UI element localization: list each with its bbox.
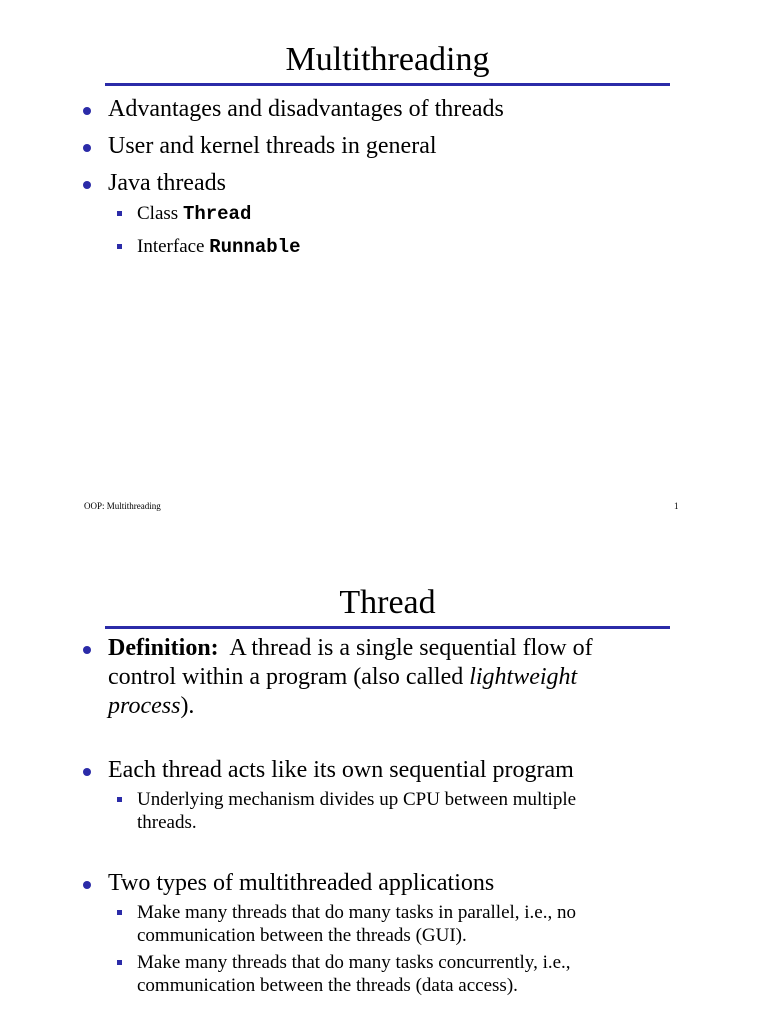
bullet-dot-icon xyxy=(83,181,91,189)
bullet-text: User and kernel threads in general xyxy=(108,133,437,159)
sub-bullet-item xyxy=(78,235,678,259)
bullet-item-definition xyxy=(78,634,638,721)
definition-italic: lightweight process xyxy=(108,664,578,719)
bullet-item xyxy=(78,869,638,898)
bullet-list xyxy=(78,634,638,997)
slide-thread xyxy=(0,540,768,1024)
bullet-item xyxy=(78,756,638,785)
bullet-list xyxy=(78,95,678,259)
definition-text: A thread is a single sequential flow of control within a program (also called xyxy=(108,635,599,690)
bullet-text: Each thread acts like its own sequential program xyxy=(108,757,574,783)
bullet-dot-icon xyxy=(83,144,91,152)
bullet-item xyxy=(78,95,678,124)
square-bullet-icon xyxy=(117,910,122,915)
sub-bullet-item xyxy=(78,202,678,226)
bullet-text: Advantages and disadvantages of threads xyxy=(108,96,504,122)
slide-page-number: 1 xyxy=(674,501,679,511)
slide-footer-title: OOP: Multithreading xyxy=(84,501,161,511)
sub-bullet-item xyxy=(78,901,638,947)
bullet-item xyxy=(78,169,678,198)
bullet-dot-icon xyxy=(83,646,91,654)
bullet-item xyxy=(78,132,678,161)
sub-bullet-prefix: Class xyxy=(137,203,183,224)
code-class-thread: Thread xyxy=(182,203,252,225)
bullet-text: Java threads xyxy=(108,170,226,196)
sub-bullet-text: Make many threads that do many tasks in parallel, i.e., no communication between the threads (GUI). xyxy=(137,902,576,946)
sub-bullet-item xyxy=(78,951,638,997)
square-bullet-icon xyxy=(117,960,122,965)
title-underline xyxy=(105,626,670,629)
sub-bullet-text: Make many threads that do many tasks concurrently, i.e., communication between the threads (data access). xyxy=(137,952,571,996)
slide-title: Thread xyxy=(339,584,436,621)
code-interface-runnable: Runnable xyxy=(209,236,301,258)
sub-bullet-item xyxy=(78,788,638,834)
square-bullet-icon xyxy=(117,797,122,802)
bullet-text: Two types of multithreaded applications xyxy=(108,870,495,896)
bullet-dot-icon xyxy=(83,768,91,776)
bullet-dot-icon xyxy=(83,107,91,115)
definition-label: Definition: xyxy=(108,635,219,661)
definition-tail: ). xyxy=(180,693,195,719)
sub-bullet-text: Underlying mechanism divides up CPU between multiple threads. xyxy=(137,789,577,833)
bullet-dot-icon xyxy=(83,881,91,889)
square-bullet-icon xyxy=(117,211,122,216)
sub-bullet-prefix: Interface xyxy=(137,236,210,257)
slide-title: Multithreading xyxy=(285,41,490,78)
square-bullet-icon xyxy=(117,244,122,249)
title-underline xyxy=(105,83,670,86)
